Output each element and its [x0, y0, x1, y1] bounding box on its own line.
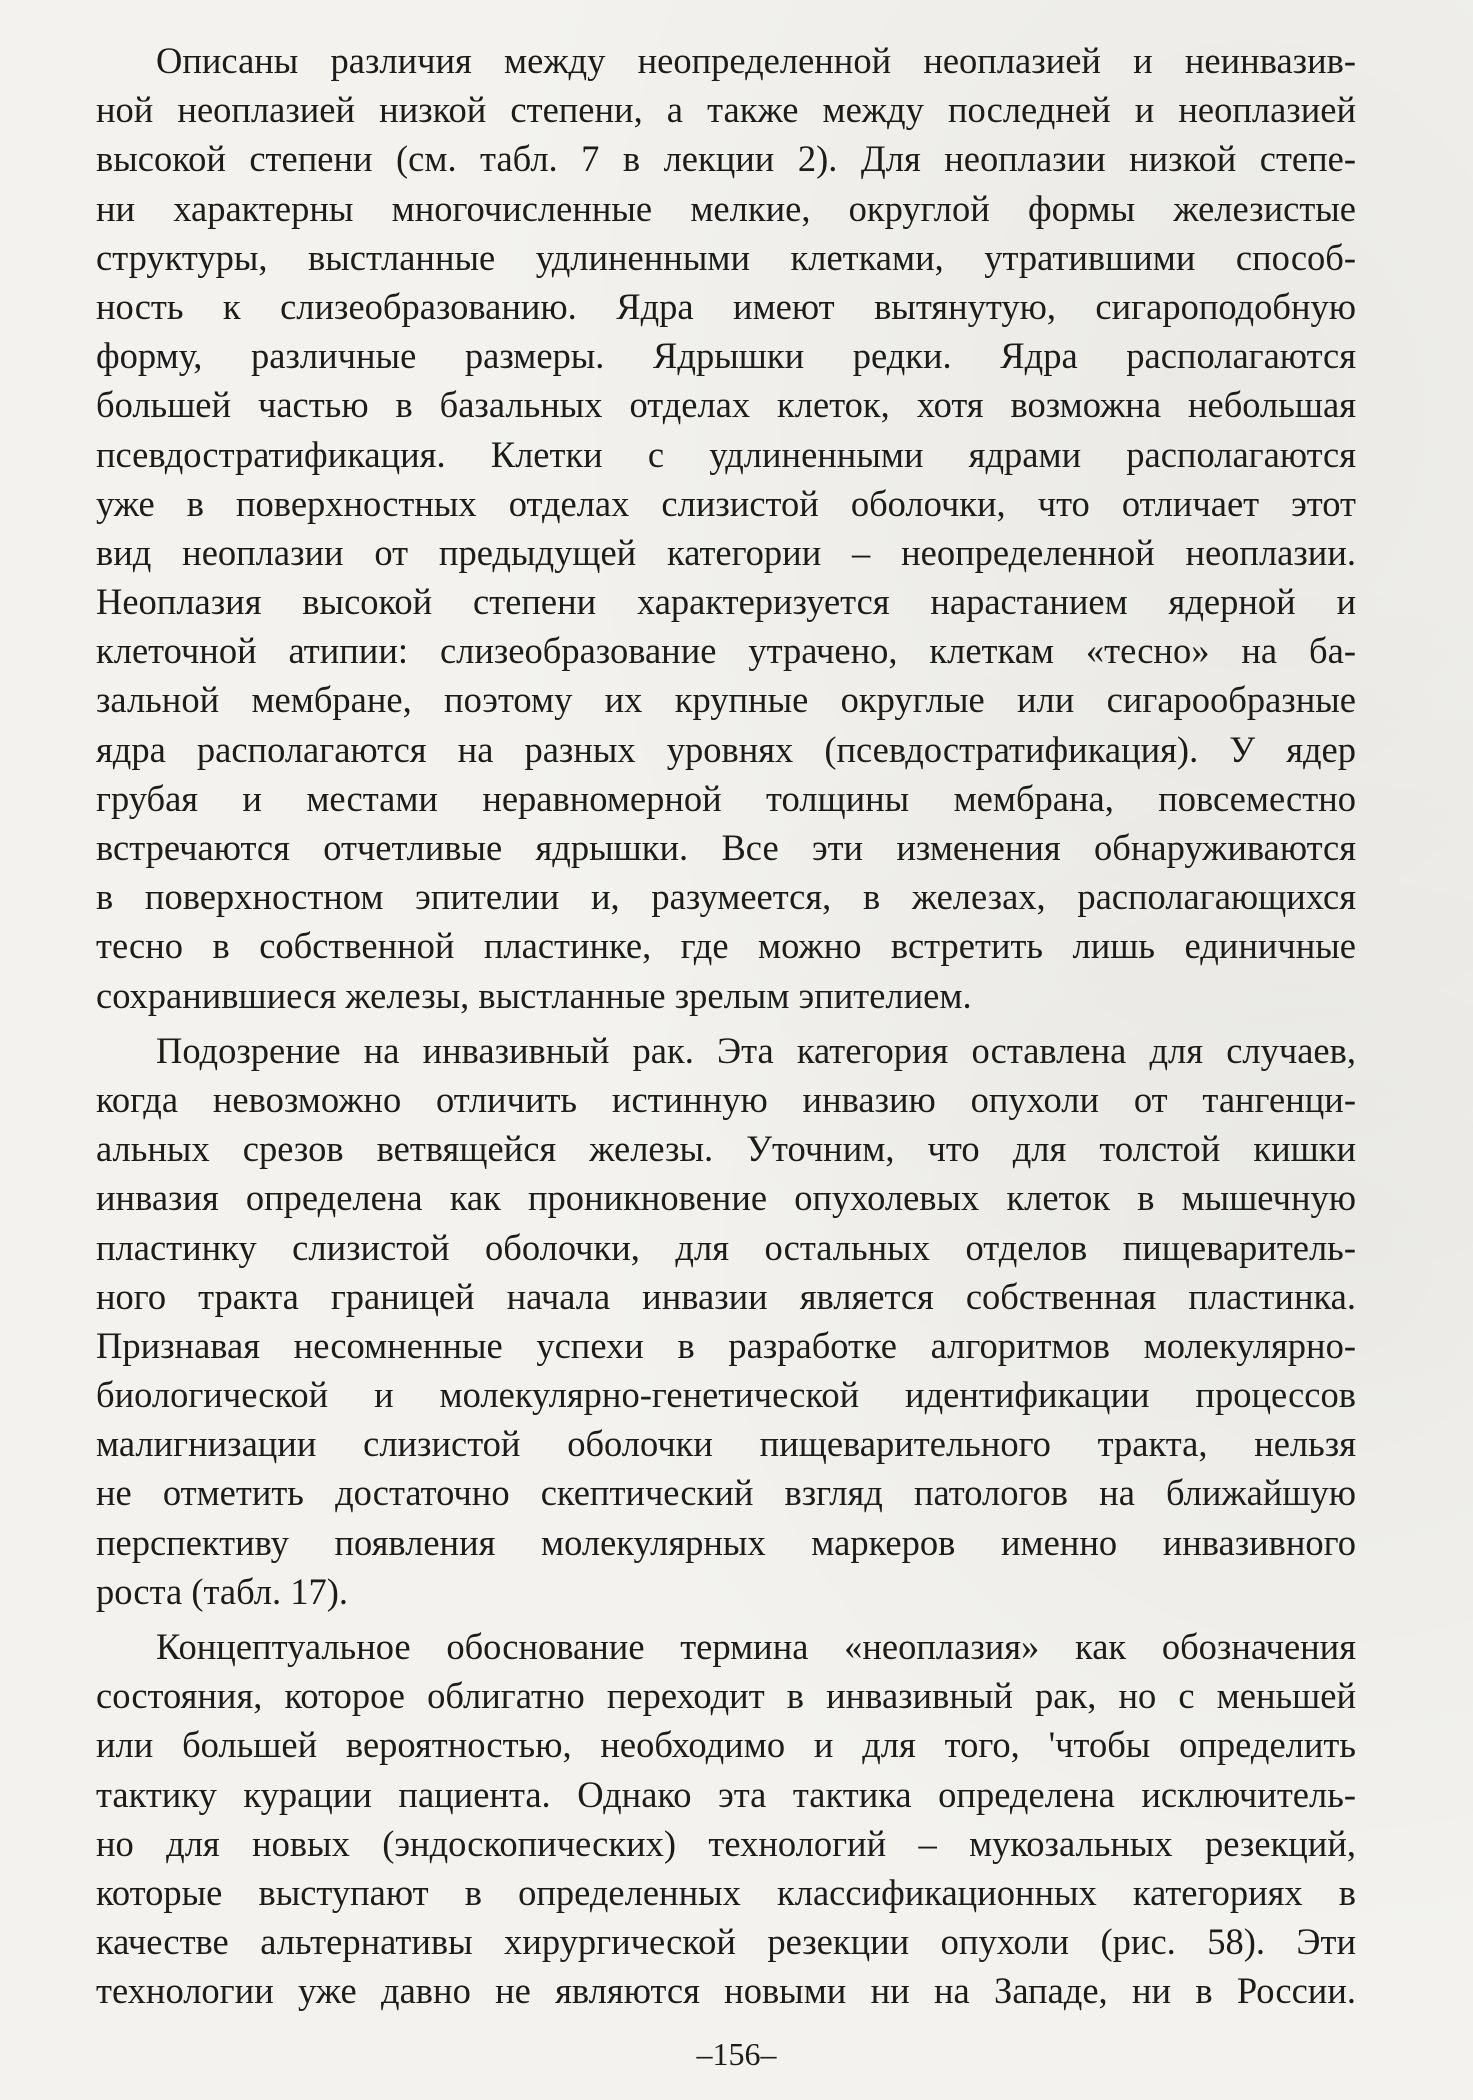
text-line: ного тракта границей начала инвазии является собственная пластинка. [96, 1275, 1356, 1317]
text-line: зальной мембране, поэтому их крупные округлые или сигарообразные [96, 679, 1356, 721]
paragraph-1 [96, 36, 1356, 1020]
text-line: ной неоплазией низкой степени, а также между последней и неоплазией [96, 89, 1356, 131]
text-line: но для новых (эндоскопических) технологий – мукозальных резекций, [96, 1822, 1356, 1864]
text-line: Описаны различия между неопределенной неоплазией и неинвазив- [156, 40, 1356, 81]
text-line: встречаются отчетливые ядрышки. Все эти изменения обнаруживаются [96, 827, 1356, 868]
text-line: ни характерны многочисленные мелкие, округлой формы железистые [96, 187, 1356, 229]
paragraph-3 [96, 1622, 1356, 2016]
text-line: технологии уже давно не являются новыми ни на Западе, ни в России. [96, 1970, 1356, 2012]
text-line: в поверхностном эпителии и, разумеется, в железах, располагающихся [96, 876, 1356, 918]
body-text [96, 36, 1356, 2016]
text-line: которые выступают в определенных классификационных категориях в [96, 1871, 1356, 1913]
text-line: альных срезов ветвящейся железы. Уточним, что для толстой кишки [96, 1128, 1356, 1170]
text-line: инвазия определена как проникновение опухолевых клеток в мышечную [96, 1177, 1356, 1219]
text-line: пластинку слизистой оболочки, для остальных отделов пищеваритель- [96, 1226, 1356, 1268]
text-line: роста (табл. 17). [96, 1570, 348, 1612]
text-line: сохранившиеся железы, выстланные зрелым эпителием. [96, 974, 972, 1016]
text-line: большей частью в базальных отделах клеток, хотя возможна небольшая [96, 384, 1356, 426]
text-line: перспективу появления молекулярных маркеров именно инвазивного [96, 1521, 1356, 1563]
text-line: или большей вероятностью, необходимо и для того, 'чтобы определить [96, 1724, 1356, 1766]
text-line: форму, различные размеры. Ядрышки редки. Ядра располагаются [96, 335, 1356, 377]
text-line: вид неоплазии от предыдущей категории – неопределенной неоплазии. [96, 531, 1356, 573]
text-line: Подозрение на инвазивный рак. Эта категория оставлена для случаев, [156, 1029, 1356, 1071]
text-line: состояния, которое облигатно переходит в инвазивный рак, но с меньшей [96, 1675, 1356, 1717]
text-line: уже в поверхностных отделах слизистой оболочки, что отличает этот [96, 482, 1356, 524]
text-line: Концептуальное обоснование термина «неоплазия» как обозначения [156, 1626, 1356, 1667]
text-line: малигнизации слизистой оболочки пищеварительного тракта, нельзя [96, 1423, 1356, 1465]
text-line: тактику курации пациента. Однако эта тактика определена исключитель- [96, 1773, 1356, 1815]
text-line: высокой степени (см. табл. 7 в лекции 2). Для неоплазии низкой степе- [96, 138, 1356, 180]
text-line: когда невозможно отличить истинную инвазию опухоли от тангенци- [96, 1078, 1356, 1120]
text-line: тесно в собственной пластинке, где можно встретить лишь единичные [96, 925, 1356, 967]
text-line: грубая и местами неравномерной толщины мембрана, повсеместно [96, 777, 1356, 819]
text-line: не отметить достаточно скептический взгляд патологов на ближайшую [96, 1472, 1356, 1514]
text-line: биологической и молекулярно-генетической идентификации процессов [96, 1374, 1356, 1416]
page-number: –156– [696, 2036, 777, 2072]
text-line: псевдостратификация. Клетки с удлиненными ядрами располагаются [96, 433, 1356, 475]
text-line: ядра располагаются на разных уровнях (псевдостратификация). У ядер [96, 728, 1356, 770]
text-line: Неоплазия высокой степени характеризуется нарастанием ядерной и [96, 581, 1356, 623]
text-line: качестве альтернативы хирургической резекции опухоли (рис. 58). Эти [96, 1921, 1356, 1963]
text-line: клеточной атипии: слизеобразование утрачено, клеткам «тесно» на ба- [96, 630, 1356, 672]
text-line: ность к слизеобразованию. Ядра имеют вытянутую, сигароподобную [96, 285, 1356, 327]
text-line: Признавая несомненные успехи в разработке алгоритмов молекулярно- [96, 1324, 1356, 1366]
paragraph-2 [96, 1026, 1356, 1616]
text-line: структуры, выстланные удлиненными клетками, утратившими способ- [96, 236, 1356, 278]
